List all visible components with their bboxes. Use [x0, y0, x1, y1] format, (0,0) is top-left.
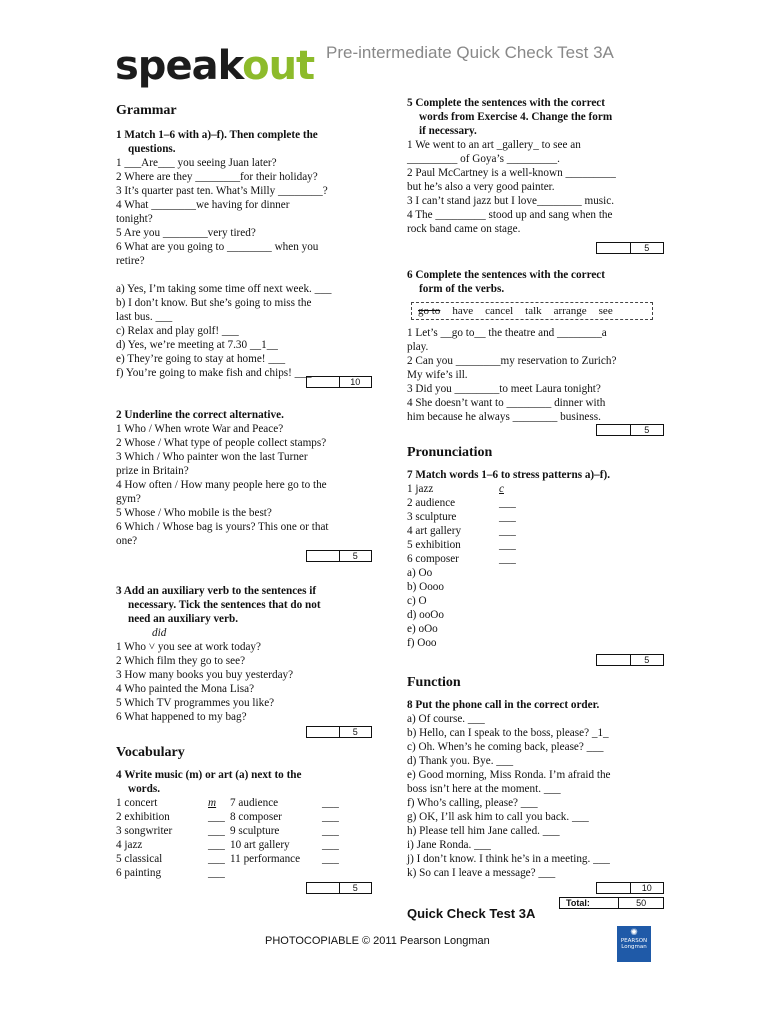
- q5-title: 5 Complete the sentences with the correct words from Exercise 4. Change the form if necessary.: [407, 97, 613, 137]
- q8-line: k) So can I leave a message? ___: [407, 867, 556, 879]
- q6-word: see: [598, 305, 613, 317]
- q2-score-box: 5: [306, 550, 372, 562]
- q7-score-box: 5: [596, 654, 664, 666]
- q2-line: 4 How often / How many people here go to the: [116, 479, 327, 491]
- q1-score-box: 10: [306, 376, 372, 388]
- q5-line: but he’s also a very good painter.: [407, 181, 555, 193]
- q8-line: j) I don’t know. I think he’s in a meeting. ___: [407, 853, 610, 865]
- q1-lines: [116, 156, 371, 268]
- q4-score-box: 5: [306, 882, 372, 894]
- q4-word: 6 painting: [116, 867, 162, 879]
- q1-answer: c) Relax and play golf! ___: [116, 325, 239, 337]
- q8-lines: [407, 712, 665, 880]
- q3-example: did: [152, 627, 167, 639]
- q2-line: 1 Who / When wrote War and Peace?: [116, 423, 284, 435]
- q7-title: 7 Match words 1–6 to stress patterns a)–f).: [407, 469, 611, 481]
- q6-line: 4 She doesn’t want to ________ dinner with: [407, 397, 606, 409]
- q3-line: 5 Which TV programmes you like?: [116, 697, 275, 709]
- q8-line: g) OK, I’ll ask him to call you back. ___: [407, 811, 589, 823]
- q7-answer: ___: [499, 539, 516, 551]
- q6-line: play.: [407, 341, 429, 353]
- q4-word: 2 exhibition: [116, 811, 170, 823]
- q4-answer: ___: [208, 839, 225, 851]
- q7-word-list: [407, 482, 665, 566]
- q8-line: h) Please tell him Jane called. ___: [407, 825, 560, 837]
- q4-word: 9 sculpture: [230, 825, 280, 837]
- q7-word: 3 sculpture: [407, 511, 457, 523]
- q1-answer: e) They’re going to stay at home! ___: [116, 353, 286, 365]
- left-column: [116, 104, 371, 894]
- q7-word: 5 exhibition: [407, 539, 461, 551]
- q7-pattern: d) ooOo: [407, 609, 444, 621]
- q6-line: 1 Let’s __go to__ the theatre and ________a: [407, 327, 607, 339]
- q2-line: 5 Whose / Who mobile is the best?: [116, 507, 272, 519]
- q8-line: boss isn’t here at the moment. ___: [407, 783, 561, 795]
- q4-answer: ___: [208, 853, 225, 865]
- q4-word: 1 concert: [116, 797, 158, 809]
- q7-word: 2 audience: [407, 497, 456, 509]
- q1-line: retire?: [116, 255, 145, 267]
- q5-line: _________ of Goya’s _________.: [407, 153, 560, 165]
- q8-title: 8 Put the phone call in the correct order.: [407, 699, 600, 711]
- q4-word-list: [116, 796, 371, 880]
- q4-word: 3 songwriter: [116, 825, 173, 837]
- q2-line: 3 Which / Who painter won the last Turner: [116, 451, 308, 463]
- q6-word: cancel: [485, 305, 514, 317]
- q4-word: 4 jazz: [116, 839, 143, 851]
- q5-lines: [407, 138, 665, 236]
- q7-answer: ___: [499, 525, 516, 537]
- pearson-label: PEARSON: [620, 938, 648, 944]
- vocabulary-heading: Vocabulary: [116, 745, 185, 760]
- q3-line: 2 Which film they go to see?: [116, 655, 246, 667]
- total-score-box: Total: 50: [559, 897, 664, 909]
- q8-line: e) Good morning, Miss Ronda. I’m afraid the: [407, 769, 611, 781]
- q1-line: tonight?: [116, 213, 153, 225]
- q7-pattern: e) oOo: [407, 623, 438, 635]
- q2-line: 2 Whose / What type of people collect stamps?: [116, 437, 327, 449]
- q5-score-box: 5: [596, 242, 664, 254]
- q7-word: 6 composer: [407, 553, 459, 565]
- q6-word: talk: [525, 305, 542, 317]
- q1-line: 4 What ________we having for dinner: [116, 199, 290, 211]
- test-title: Pre-intermediate Quick Check Test 3A: [326, 43, 614, 62]
- q1-answer: a) Yes, I’m taking some time off next week. ___: [116, 283, 332, 295]
- q5-line: 4 The _________ stood up and sang when the: [407, 209, 613, 221]
- q8-line: b) Hello, can I speak to the boss, please? _1_: [407, 727, 609, 739]
- q8-line: d) Thank you. Bye. ___: [407, 755, 514, 767]
- q7-word: 4 art gallery: [407, 525, 462, 537]
- q1-answer: d) Yes, we’re meeting at 7.30 __1__: [116, 339, 278, 351]
- q4-answer: m: [208, 797, 217, 809]
- q4-answer: ___: [322, 797, 339, 809]
- pronunciation-heading: Pronunciation: [407, 445, 493, 460]
- q1-line: 6 What are you going to ________ when you: [116, 241, 319, 253]
- q6-word: go to: [418, 305, 441, 317]
- q1-line: 3 It’s quarter past ten. What’s Milly ________?: [116, 185, 328, 197]
- q6-line: 3 Did you ________to meet Laura tonight?: [407, 383, 601, 395]
- logo-out: out: [242, 43, 315, 89]
- q7-pattern: f) Ooo: [407, 637, 437, 649]
- q6-word: have: [452, 305, 474, 317]
- q6-line: him because he always ________ business.: [407, 411, 601, 423]
- q1-title: 1 Match 1–6 with a)–f). Then complete the questions.: [116, 129, 318, 155]
- q1-answer: f) You’re going to make fish and chips! ___: [116, 367, 312, 379]
- q6-line: 2 Can you ________my reservation to Zurich?: [407, 355, 617, 367]
- q5-line: rock band came on stage.: [407, 223, 521, 235]
- q5-line: 3 I can’t stand jazz but I love________ music.: [407, 195, 615, 207]
- speakout-logo: [115, 43, 315, 89]
- q7-answer: ___: [499, 553, 516, 565]
- q7-pattern: c) O: [407, 595, 427, 607]
- q8-line: i) Jane Ronda. ___: [407, 839, 491, 851]
- q3-line: 4 Who painted the Mona Lisa?: [116, 683, 255, 695]
- q2-line: one?: [116, 535, 138, 547]
- q1-line: 5 Are you ________very tired?: [116, 227, 256, 239]
- q6-score-box: 5: [596, 424, 664, 436]
- pearson-emblem-icon: ✺: [630, 928, 638, 938]
- q1-answers: [116, 282, 371, 380]
- q2-line: 6 Which / Whose bag is yours? This one or that: [116, 521, 329, 533]
- quick-check-label: Quick Check Test 3A: [407, 906, 536, 921]
- q7-answer: ___: [499, 511, 516, 523]
- q6-word: arrange: [553, 305, 587, 317]
- q4-answer: ___: [322, 811, 339, 823]
- q2-lines: [116, 422, 371, 548]
- q4-answer: ___: [208, 811, 225, 823]
- q7-answer: ___: [499, 497, 516, 509]
- q6-lines: [407, 326, 665, 424]
- q3-line: 3 How many books you buy yesterday?: [116, 669, 294, 681]
- q5-line: 1 We went to an art _gallery_ to see an: [407, 139, 581, 151]
- q3-line: 1 Who ˅ you see at work today?: [116, 641, 261, 653]
- longman-label: Longman: [621, 944, 647, 950]
- q6-word-box: [411, 302, 653, 320]
- logo-speak: speak: [115, 43, 243, 89]
- q1-answer: last bus. ___: [116, 311, 173, 323]
- q8-score-box: 10: [596, 882, 664, 894]
- q8-line: a) Of course. ___: [407, 713, 485, 725]
- q4-word: 11 performance: [230, 853, 301, 865]
- function-heading: Function: [407, 675, 461, 690]
- q3-lines: [116, 640, 371, 724]
- q4-word: 10 art gallery: [230, 839, 290, 851]
- q4-word: 8 composer: [230, 811, 282, 823]
- q7-pattern: a) Oo: [407, 567, 433, 579]
- q7-word: 1 jazz: [407, 483, 434, 495]
- q4-answer: ___: [322, 839, 339, 851]
- q4-answer: ___: [322, 853, 339, 865]
- q2-line: gym?: [116, 493, 141, 505]
- photocopiable-notice: PHOTOCOPIABLE © 2011 Pearson Longman: [265, 935, 490, 947]
- q6-title: 6 Complete the sentences with the correct form of the verbs.: [407, 269, 605, 295]
- q4-answer: ___: [208, 867, 225, 879]
- q1-line: 2 Where are they ________for their holiday?: [116, 171, 318, 183]
- q1-answer: b) I don’t know. But she’s going to miss the: [116, 297, 312, 309]
- q2-title: 2 Underline the correct alternative.: [116, 409, 284, 421]
- q3-line: 6 What happened to my bag?: [116, 711, 247, 723]
- q6-line: My wife’s ill.: [407, 369, 468, 381]
- q4-word: 7 audience: [230, 797, 279, 809]
- right-column: [407, 96, 665, 909]
- q8-line: c) Oh. When’s he coming back, please? ___: [407, 741, 604, 753]
- q7-pattern: b) Oooo: [407, 581, 444, 593]
- grammar-heading: Grammar: [116, 103, 177, 118]
- q4-answer: ___: [322, 825, 339, 837]
- q4-answer: ___: [208, 825, 225, 837]
- q3-title: 3 Add an auxiliary verb to the sentences if necessary. Tick the sentences that do not need an auxiliary verb.: [116, 585, 321, 625]
- pearson-longman-logo: [617, 926, 651, 962]
- q2-line: prize in Britain?: [116, 465, 189, 477]
- q1-line: 1 ___Are___ you seeing Juan later?: [116, 157, 277, 169]
- q5-line: 2 Paul McCartney is a well-known _________: [407, 167, 616, 179]
- q7-patterns: [407, 566, 665, 650]
- q3-score-box: 5: [306, 726, 372, 738]
- q7-answer: c: [499, 483, 504, 495]
- q4-title: 4 Write music (m) or art (a) next to the words.: [116, 769, 302, 795]
- q4-word: 5 classical: [116, 853, 163, 865]
- q8-line: f) Who’s calling, please? ___: [407, 797, 538, 809]
